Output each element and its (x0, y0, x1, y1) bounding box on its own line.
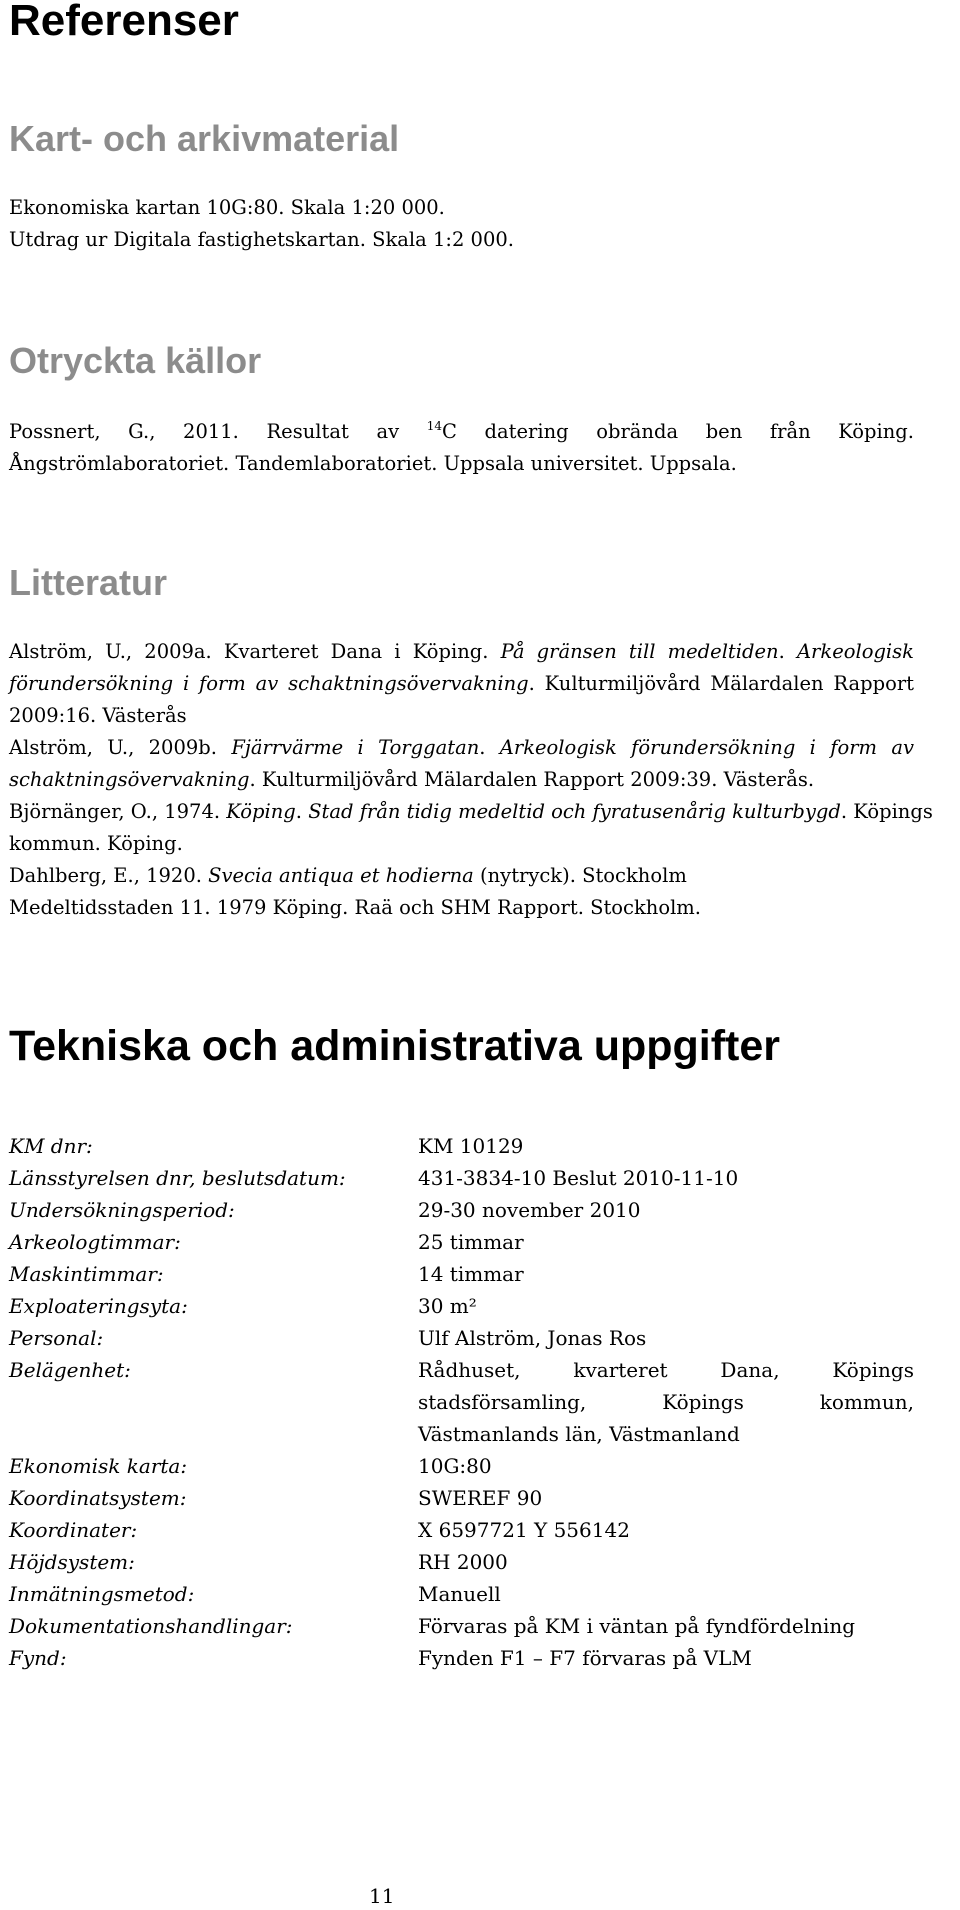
tech-value: 25 timmar (418, 1230, 524, 1254)
tech-row (9, 1194, 914, 1226)
tech-label: Höjdsystem: (9, 1550, 135, 1574)
kart-line: Utdrag ur Digitala fastighetskartan. Skala 1:2 000. (9, 228, 514, 251)
tech-row (9, 1610, 914, 1642)
ref-text: . Köpings (840, 800, 933, 823)
ref-text: . Kulturmiljövård Mälardalen Rapport 2009:39. Västerås. (249, 768, 815, 791)
ref-title: På gränsen till medeltiden (500, 640, 779, 663)
tech-row (9, 1290, 914, 1322)
ref2-line-2 (9, 764, 914, 796)
tech-label: Inmätningsmetod: (9, 1582, 195, 1606)
tech-row (9, 1162, 914, 1194)
tech-row (9, 1482, 914, 1514)
ref-text: Dahlberg, E., 1920. (9, 864, 209, 887)
isotope-superscript: 14 (426, 419, 442, 433)
tech-value: Ulf Alström, Jonas Ros (418, 1326, 647, 1350)
tech-label: Länsstyrelsen dnr, beslutsdatum: (9, 1166, 346, 1190)
ref-text: . (778, 640, 797, 663)
tech-value: 431-3834-10 Beslut 2010-11-10 (418, 1166, 739, 1190)
ref-text: . (479, 736, 500, 759)
ref3-line-2: kommun. Köping. (9, 832, 183, 855)
ref-title: förundersökning i form av schaktningsövervakning (9, 672, 529, 695)
kart-line: Ekonomiska kartan 10G:80. Skala 1:20 000. (9, 196, 445, 219)
ref-title: Fjärrvärme i Torggatan (231, 736, 480, 759)
page-title: Referenser (9, 0, 239, 45)
ref-title: Köping (226, 800, 296, 823)
tech-value: KM 10129 (418, 1134, 524, 1158)
tech-details-list (9, 1130, 914, 1674)
tech-row (9, 1226, 914, 1258)
ref1-line-3: 2009:16. Västerås (9, 704, 187, 727)
tech-label: KM dnr: (9, 1134, 93, 1158)
heading-kart-arkivmaterial: Kart- och arkivmaterial (9, 118, 400, 159)
tech-label: Personal: (9, 1326, 104, 1350)
ref-text: (nytryck). Stockholm (473, 864, 687, 887)
tech-value: Rådhuset, kvarteret Dana, Köpings stadsförsamling, Köpings kommun, Västmanlands län, Västmanland (418, 1358, 914, 1446)
tech-row (9, 1546, 914, 1578)
ref-text: Alström, U., 2009b. (9, 736, 232, 759)
tech-label: Undersökningsperiod: (9, 1198, 235, 1222)
tech-value: SWEREF 90 (418, 1486, 543, 1510)
tech-label: Ekonomisk karta: (9, 1454, 188, 1478)
page-number: 11 (369, 1884, 395, 1908)
ref1-line-2 (9, 668, 914, 700)
ref3-line-1 (9, 796, 933, 828)
ref-text: . (295, 800, 309, 823)
tech-label: Arkeologtimmar: (9, 1230, 181, 1254)
ref-text: C datering obrända ben från Köping. (442, 420, 914, 443)
ref-text: . Kulturmiljövård Mälardalen Rapport (528, 672, 914, 695)
tech-value: 30 m² (418, 1294, 477, 1318)
tech-value: X 6597721 Y 556142 (418, 1518, 630, 1542)
kart-list (9, 192, 914, 256)
possnert-line-1 (9, 416, 914, 448)
ref-title: Svecia antiqua et hodierna (208, 864, 474, 887)
heading-otryckta-kallor: Otryckta källor (9, 340, 262, 381)
ref-text: Alström, U., 2009a. Kvarteret Dana i Köping. (9, 640, 501, 663)
tech-row (9, 1354, 914, 1450)
tech-label: Maskintimmar: (9, 1262, 164, 1286)
ref-title: Arkeologisk (796, 640, 914, 663)
tech-row (9, 1258, 914, 1290)
tech-row (9, 1130, 914, 1162)
tech-value: Fynden F1 – F7 förvaras på VLM (418, 1646, 752, 1670)
tech-value: Förvaras på KM i väntan på fyndfördelning (418, 1614, 856, 1638)
tech-row (9, 1514, 914, 1546)
tech-row (9, 1578, 914, 1610)
ref-text: Björnänger, O., 1974. (9, 800, 227, 823)
otryckta-reference (9, 416, 914, 480)
tech-label: Exploateringsyta: (9, 1294, 188, 1318)
tech-value: RH 2000 (418, 1550, 508, 1574)
tech-label: Belägenhet: (9, 1358, 131, 1382)
tech-value: 14 timmar (418, 1262, 524, 1286)
tech-row (9, 1450, 914, 1482)
tech-label: Koordinatsystem: (9, 1486, 187, 1510)
tech-label: Fynd: (9, 1646, 67, 1670)
litteratur-list (9, 636, 933, 924)
ref5-line-1: Medeltidsstaden 11. 1979 Köping. Raä och SHM Rapport. Stockholm. (9, 896, 701, 919)
heading-litteratur: Litteratur (9, 562, 168, 603)
possnert-line-2: Ångströmlaboratoriet. Tandemlaboratoriet. Uppsala universitet. Uppsala. (9, 452, 737, 475)
tech-value: Manuell (418, 1582, 501, 1606)
heading-tekniska-uppgifter: Tekniska och administrativa uppgifter (9, 1022, 780, 1070)
tech-value: 10G:80 (418, 1454, 492, 1478)
ref4-line-1 (9, 860, 914, 892)
ref-text: Possnert, G., 2011. Resultat av (9, 420, 427, 443)
ref1-line-1 (9, 636, 914, 668)
tech-value: 29-30 november 2010 (418, 1198, 641, 1222)
ref-title: Stad från tidig medeltid och fyratusenårig kulturbygd (308, 800, 841, 823)
tech-row (9, 1642, 914, 1674)
ref-title: schaktningsövervakning (9, 768, 250, 791)
tech-label: Dokumentationshandlingar: (9, 1614, 293, 1638)
ref2-line-1 (9, 732, 914, 764)
tech-row (9, 1322, 914, 1354)
tech-label: Koordinater: (9, 1518, 138, 1542)
ref-title: Arkeologisk förundersökning i form av (499, 736, 914, 759)
